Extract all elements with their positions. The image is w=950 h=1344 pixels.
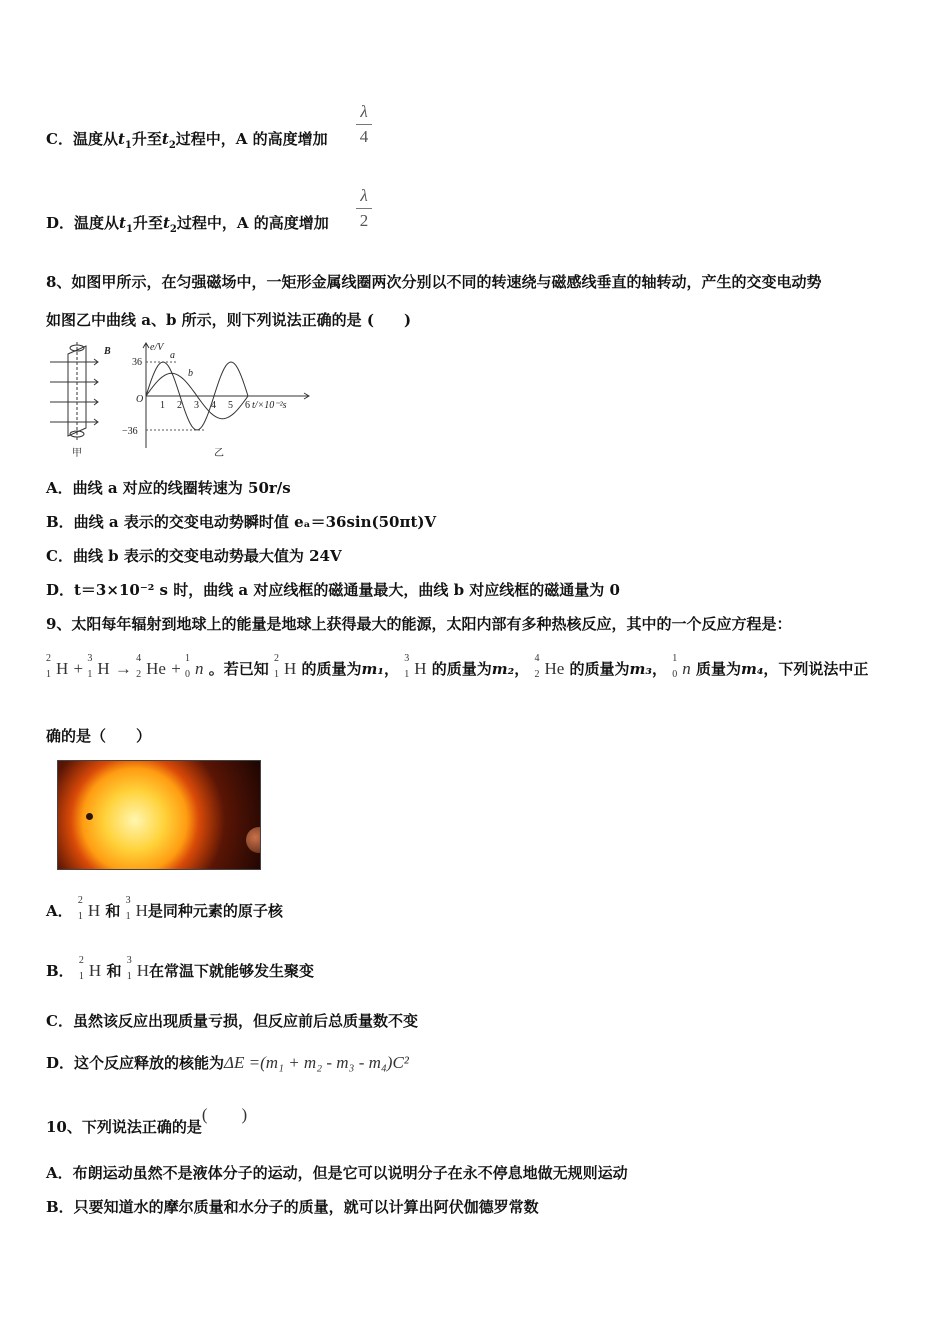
mass-m2: m₂	[491, 660, 515, 678]
q8-option-c[interactable]: C．曲线 b 表示的交变电动势最大值为 24V	[46, 547, 342, 565]
fraction-lambda-over-4	[356, 102, 372, 147]
x-tick-label: 2	[177, 400, 182, 411]
text: ，下列说法中正	[763, 660, 869, 678]
y-axis-label: e/V	[150, 342, 164, 353]
q8-option-b[interactable]: B．曲线 a 表示的交变电动势瞬时值 eₐ＝36sin(50πt)V	[46, 513, 437, 531]
text: 和	[106, 962, 122, 980]
text: 的质量为	[431, 660, 492, 678]
text: 的质量为	[569, 660, 630, 678]
nuclide-h3: 3 1 H	[404, 653, 427, 680]
q7-option-d[interactable]	[46, 212, 329, 235]
q9-stem-line1: 9、太阳每年辐射到地球上的能量是地球上获得最大的能源，太阳内部有多种热核反应，其中的一个反应方程是：	[46, 615, 792, 633]
x-tick-label: 4	[211, 400, 216, 411]
text: 10、下列说法正确的是	[46, 1118, 202, 1136]
y-max-label: 36	[132, 357, 142, 368]
text: 质量为	[695, 660, 741, 678]
numerator: λ	[360, 102, 368, 121]
denominator: 4	[359, 127, 369, 146]
option-label: D．这个反应释放的核能为	[46, 1054, 225, 1072]
text: 。若已知	[208, 660, 269, 678]
q9-option-b[interactable]	[46, 955, 314, 982]
caption-jia: 甲	[72, 448, 82, 459]
q8-option-d[interactable]: D．t＝3×10⁻² s 时，曲线 a 对应线框的磁通量最大，曲线 b 对应线框的磁通量为 0	[46, 581, 620, 599]
curve-b-label: b	[188, 368, 193, 379]
option-label: C．温度从	[46, 130, 118, 148]
planet-large	[246, 827, 261, 853]
q9-option-d[interactable]	[46, 1052, 409, 1073]
origin-label: O	[136, 394, 144, 405]
sun-image	[57, 760, 261, 870]
nuclide-h3: 3 1 H	[87, 653, 110, 680]
q10-option-a[interactable]: A．布朗运动虽然不是液体分子的运动，但是它可以说明分子在永不停息地做无规则运动	[46, 1164, 628, 1182]
nuclide-n: 1 0 n	[672, 653, 691, 680]
nuclide-h2: 2 1 H	[78, 955, 102, 982]
q8-stem-line1: 8、如图甲所示，在匀强磁场中，一矩形金属线圈两次分别以不同的转速绕与磁感线垂直的轴转动，产生的交变电动势	[46, 273, 822, 291]
mass-m3: m₃	[629, 660, 652, 678]
nuclide-h2: 2 1 H	[274, 653, 297, 680]
curve-a-label: a	[170, 350, 175, 361]
nuclide-h3: 3 1 H	[126, 955, 149, 982]
emf-graph	[122, 342, 309, 459]
q8-option-a[interactable]: A．曲线 a 对应的线圈转速为 50r/s	[46, 479, 291, 497]
nuclide-h2: 2 1 H	[46, 653, 69, 680]
var-t2: t	[161, 130, 169, 148]
q8-figure	[46, 340, 316, 462]
coil-diagram	[50, 342, 98, 440]
energy-formula: ΔE =(m₁ + m₂ - m₃ - m₄)C²	[224, 1053, 409, 1072]
q10-option-b[interactable]: B．只要知道水的摩尔质量和水分子的质量，就可以计算出阿伏伽德罗常数	[46, 1198, 539, 1216]
q9-equation-line: 2 1 H + 3 1 H → 4 2 He + 1 0 n 。若已知 2 1 H 的质量为m₁， 3 1 H 的质量为m₂， 4 2 He 的质量为m₃， 1 0 n 质量为m₄，下列说法中正	[46, 653, 869, 680]
x-tick-label: 5	[228, 400, 233, 411]
text: 升至	[131, 130, 162, 148]
q10-stem	[46, 1105, 248, 1137]
subscript: 1	[124, 140, 132, 151]
text: 的质量为	[301, 660, 362, 678]
q9-option-a[interactable]	[46, 895, 283, 922]
planet-small	[86, 813, 93, 820]
q9-stem-line3: 确的是（ ）	[46, 727, 152, 745]
mass-m4: m₄	[740, 660, 764, 678]
fraction-lambda-over-2	[356, 186, 372, 231]
x-tick-label: 6	[245, 400, 250, 411]
option-label: D．温度从	[46, 214, 120, 232]
text: 和	[105, 902, 121, 920]
x-ticks	[160, 400, 250, 411]
x-tick-label: 3	[194, 400, 199, 411]
option-label: B．	[46, 962, 74, 980]
nuclide-n: 1 0 n	[185, 653, 204, 680]
text: 过程中，A 的高度增加	[176, 214, 329, 232]
subscript: 2	[168, 140, 176, 151]
nuclide-h3: 3 1 H	[125, 895, 148, 922]
x-axis-label: t/×10⁻²s	[252, 400, 287, 411]
q8-stem-line2: 如图乙中曲线 a、b 所示，则下列说法正确的是 ( )	[46, 311, 412, 329]
y-min-label: −36	[122, 426, 138, 437]
subscript: 1	[125, 224, 133, 235]
var-t1: t	[117, 130, 125, 148]
subscript: 2	[169, 224, 177, 235]
q7-option-c[interactable]	[46, 128, 328, 151]
nuclide-h2: 2 1 H	[77, 895, 101, 922]
text: 是同种元素的原子核	[147, 902, 283, 920]
text: 升至	[132, 214, 163, 232]
option-label: A．	[46, 902, 73, 920]
denominator: 2	[359, 211, 369, 230]
text: 在常温下就能够发生聚变	[148, 962, 314, 980]
q9-option-c[interactable]: C．虽然该反应出现质量亏损，但反应前后总质量数不变	[46, 1012, 418, 1030]
var-t2: t	[162, 214, 170, 232]
var-t1: t	[119, 214, 126, 232]
nuclide-he4: 4 2 He	[534, 653, 565, 680]
text: 过程中，A 的高度增加	[175, 130, 328, 148]
x-tick-label: 1	[160, 400, 165, 411]
answer-blank: ( )	[201, 1105, 248, 1124]
numerator: λ	[360, 186, 368, 205]
b-field-label: B	[104, 346, 111, 357]
mass-m1: m₁	[361, 660, 384, 678]
nuclide-he4: 4 2 He	[136, 653, 166, 680]
caption-yi: 乙	[214, 448, 224, 459]
